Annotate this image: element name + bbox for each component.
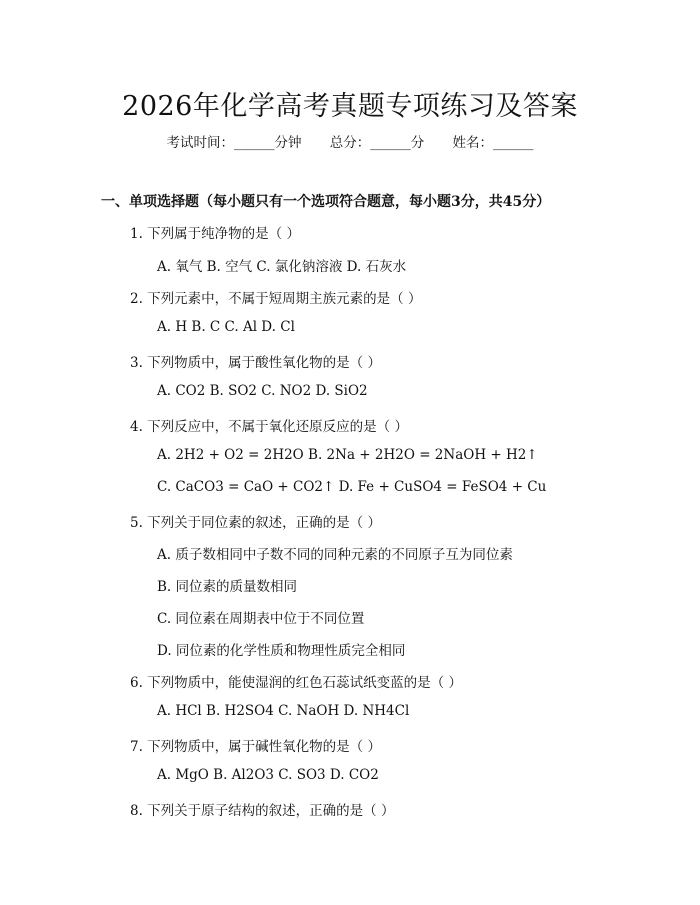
page-title: 2026年化学高考真题专项练习及答案 (122, 91, 578, 122)
question-3: 3. 下列物质中，属于酸性氧化物的是（ ） (130, 355, 381, 371)
question-2-options: A. H B. C C. Al D. Cl (157, 319, 295, 335)
section-heading: 一、单项选择题（每小题只有一个选项符合题意，每小题3分，共45分） (101, 194, 551, 210)
question-5-option-b: B. 同位素的质量数相同 (157, 579, 298, 595)
question-1: 1. 下列属于纯净物的是（ ） (130, 226, 300, 242)
question-4-options-cd: C. CaCO3 = CaO + CO2↑ D. Fe + CuSO4 = FeSO4 + Cu (157, 479, 547, 495)
question-7-options: A. MgO B. Al2O3 C. SO3 D. CO2 (157, 767, 379, 783)
question-5-option-d: D. 同位素的化学性质和物理性质完全相同 (157, 643, 406, 659)
question-8: 8. 下列关于原子结构的叙述，正确的是（ ） (130, 803, 395, 819)
exam-time: 考试时间：______分钟 (166, 135, 302, 151)
exam-meta (0, 131, 700, 151)
question-7: 7. 下列物质中，属于碱性氧化物的是（ ） (130, 739, 381, 755)
question-4-options-ab: A. 2H2 + O2 = 2H2O B. 2Na + 2H2O = 2NaOH + H2↑ (157, 447, 538, 463)
question-6: 6. 下列物质中，能使湿润的红色石蕊试纸变蓝的是（ ） (130, 675, 462, 691)
question-5-option-a: A. 质子数相同中子数不同的同种元素的不同原子互为同位素 (157, 547, 513, 563)
question-6-options: A. HCl B. H2SO4 C. NaOH D. NH4Cl (157, 703, 410, 719)
question-5: 5. 下列关于同位素的叙述，正确的是（ ） (130, 515, 381, 531)
question-5-option-c: C. 同位素在周期表中位于不同位置 (157, 611, 365, 627)
question-1-options: A. 氧气 B. 空气 C. 氯化钠溶液 D. 石灰水 (157, 259, 407, 275)
question-3-options: A. CO2 B. SO2 C. NO2 D. SiO2 (157, 383, 368, 399)
total-score: 总分：______分 (329, 135, 425, 151)
question-4: 4. 下列反应中，不属于氧化还原反应的是（ ） (130, 419, 408, 435)
question-2: 2. 下列元素中，不属于短周期主族元素的是（ ） (130, 291, 422, 307)
student-name: 姓名：______ (452, 135, 534, 151)
